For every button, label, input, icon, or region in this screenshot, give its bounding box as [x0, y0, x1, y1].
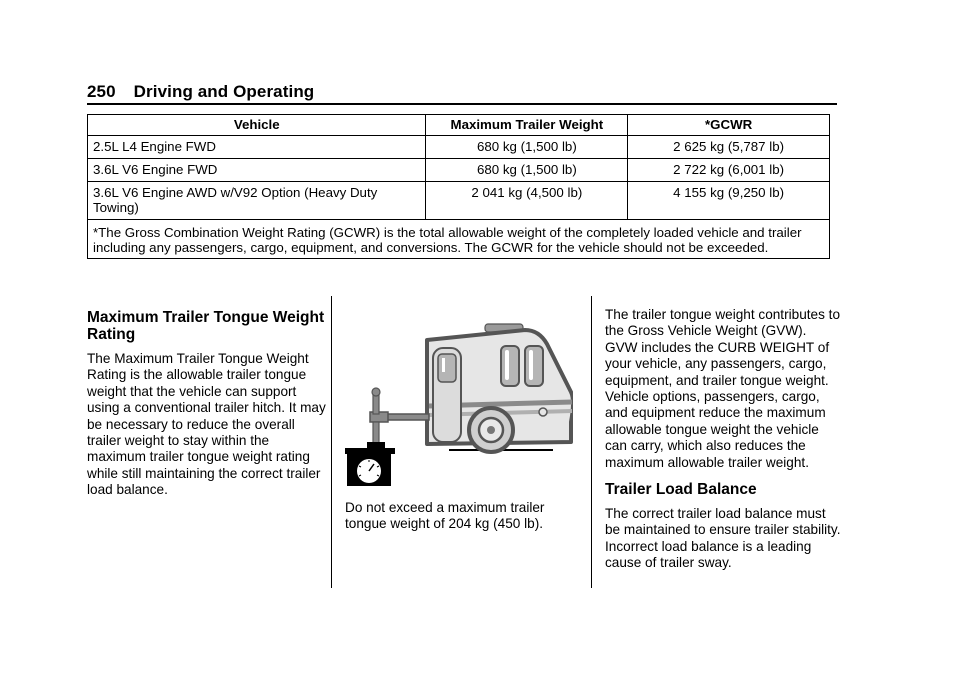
- max-trailer-weight-cell: 680 kg (1,500 lb): [426, 136, 628, 159]
- max-trailer-weight-cell: 2 041 kg (4,500 lb): [426, 182, 628, 220]
- table-header-cell: Maximum Trailer Weight: [426, 115, 628, 136]
- section-heading: Trailer Load Balance: [605, 481, 757, 499]
- table-row: [88, 182, 830, 220]
- figure-caption: Do not exceed a maximum trailer tongue weight of 204 kg (450 lb).: [345, 500, 545, 532]
- table-row: [88, 136, 830, 159]
- figure-column: [345, 314, 573, 533]
- vehicle-cell: 3.6L V6 Engine FWD: [88, 159, 426, 182]
- header-rule: [87, 103, 837, 105]
- gcwr-cell: 4 155 kg (9,250 lb): [628, 182, 830, 220]
- gcwr-cell: 2 625 kg (5,787 lb): [628, 136, 830, 159]
- gcwr-cell: 2 722 kg (6,001 lb): [628, 159, 830, 182]
- vehicle-cell: 2.5L L4 Engine FWD: [88, 136, 426, 159]
- section-heading: Maximum Trailer Tongue Weight Rating: [87, 309, 325, 343]
- gcwr-footnote: *The Gross Combination Weight Rating (GCWR) is the total allowable weight of the completely loaded vehicle and trailer including any passengers, cargo, equipment, and conversions. The GCWR for the vehicle should not be exceeded.: [88, 220, 830, 259]
- max-trailer-weight-cell: 680 kg (1,500 lb): [426, 159, 628, 182]
- page-number: 250: [87, 82, 116, 101]
- section-body: The correct trailer load balance must be maintained to ensure trailer stability. Incorrect load balance is a leading cause of trailer sway.: [605, 506, 841, 571]
- table-header-cell: Vehicle: [88, 115, 426, 136]
- column-divider: [331, 296, 332, 588]
- tongue-weight-section: [87, 309, 327, 499]
- trailer-on-tongue-scale-illustration: [345, 314, 573, 486]
- section-body: The Maximum Trailer Tongue Weight Rating is the allowable trailer tongue weight that the vehicle can support using a conventional trailer hitch. It may be necessary to reduce the overall trailer weight to stay within the maximum trailer tongue weight rating while still maintaining the correct trailer load balance.: [87, 351, 326, 498]
- table-row: [88, 159, 830, 182]
- trailer-weight-table: [87, 114, 830, 259]
- vehicle-cell: 3.6L V6 Engine AWD w/V92 Option (Heavy Duty Towing): [88, 182, 426, 220]
- table-header-row: [88, 115, 830, 136]
- page-header: [87, 82, 314, 102]
- section-title: Driving and Operating: [133, 82, 315, 101]
- table-footnote-row: [88, 220, 830, 259]
- table-header-cell: *GCWR: [628, 115, 830, 136]
- gvw-and-balance-column: [605, 307, 841, 572]
- gvw-paragraph: The trailer tongue weight contributes to the Gross Vehicle Weight (GVW). GVW includes the CURB WEIGHT of your vehicle, any passengers, cargo, equipment, and trailer tongue weight. Vehicle options, passengers, cargo, and equipment reduce the maximum allowable tongue weight the vehicle can carry, which also reduces the maximum allowable trailer weight.: [605, 307, 841, 470]
- column-divider: [591, 296, 592, 588]
- trailer-scale-icon: [345, 314, 573, 486]
